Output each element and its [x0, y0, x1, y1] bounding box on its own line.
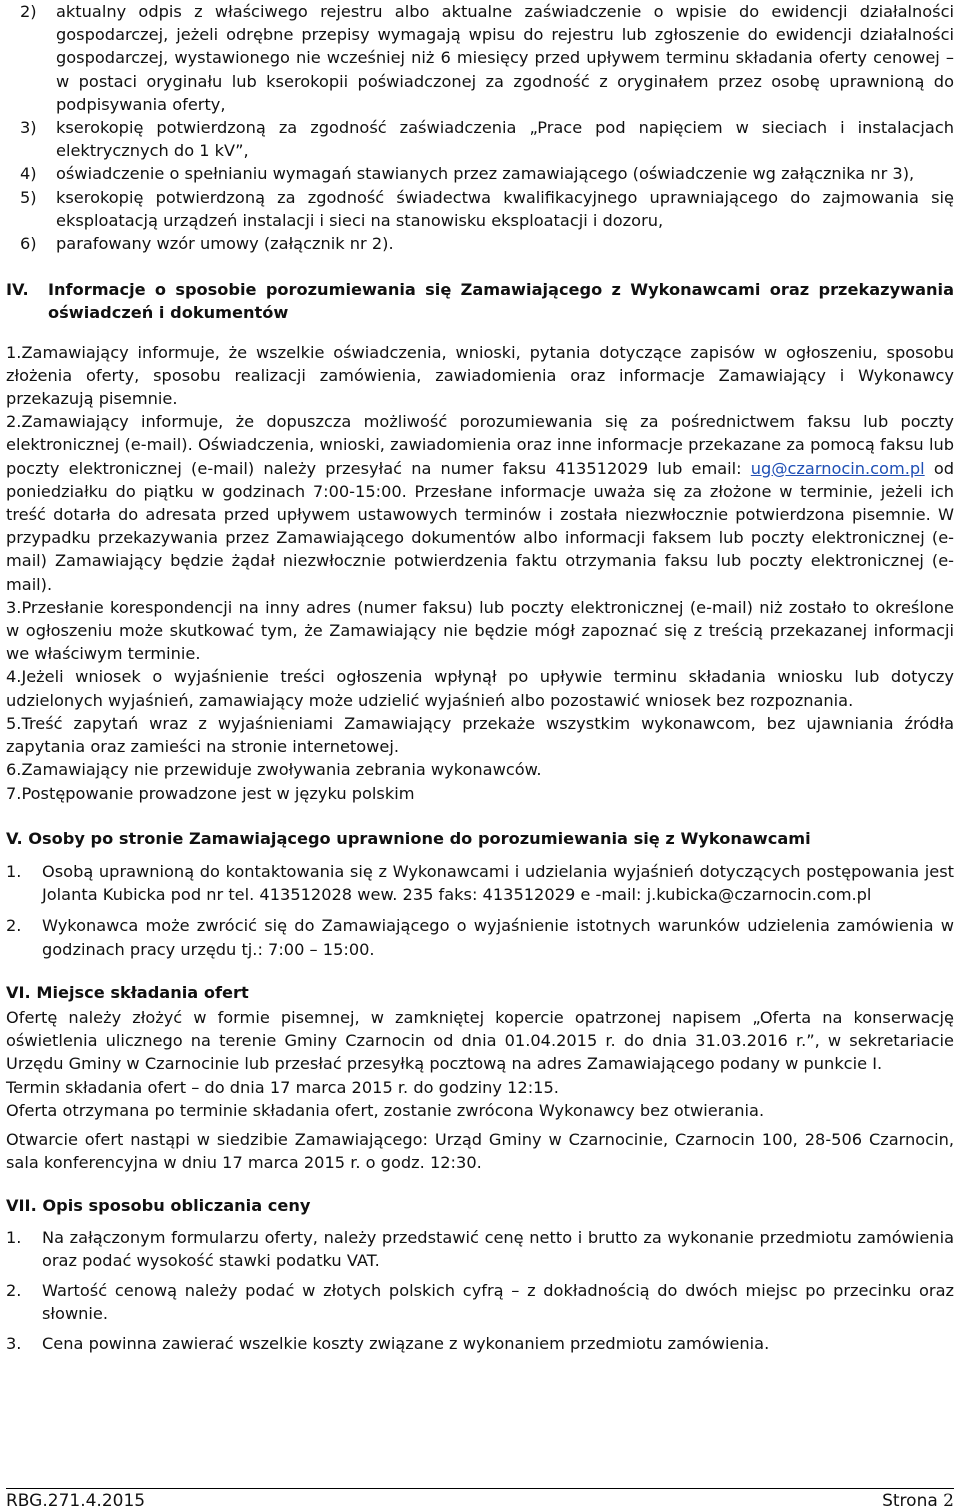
section-number: IV.	[6, 280, 29, 300]
document-reference: RBG.271.4.2015	[6, 1491, 146, 1511]
list-item-text: oświadczenie o spełnianiu wymagań stawianych przez zamawiającego (oświadczenie wg załącznika nr 3),	[56, 164, 915, 184]
list-item-text: Cena powinna zawierać wszelkie koszty związane z wykonaniem przedmiotu zamówienia.	[42, 1334, 770, 1354]
section-v-heading: V. Osoby po stronie Zamawiającego uprawnione do porozumiewania się z Wykonawcami	[6, 828, 811, 848]
paragraph: 4.Jeżeli wniosek o wyjaśnienie treści ogłoszenia wpłynął po upływie terminu składania wniosku lub dotyczy udzielonych wyjaśnień, zamawiający może udzielić wyjaśnień albo pozostawić wniosek bez rozpoznania.	[6, 667, 954, 710]
list-item-number: 3)	[20, 118, 37, 138]
list-item	[6, 1332, 954, 1355]
paragraph: Termin składania ofert – do dnia 17 marca 2015 r. do godziny 12:15.	[6, 1077, 559, 1097]
list-item	[20, 116, 954, 162]
paragraph-text: od poniedziałku do piątku w godzinach 7:00-15:00. Przesłane informacje uważa się za złożone w terminie, jeżeli ich treść dotarła do adresata przed upływem ustawowych terminów i została niezwłocznie potwierdzona pisemnie. W przypadku przekazywania przez Zamawiającego dokumentów albo informacji faksem lub poczty elektronicznej (e-mail) Zamawiający będzie żądał niezwłocznie potwierdzenia faktu otrzymania faksu lub poczty elektronicznej (e-mail).	[6, 458, 955, 594]
list-item	[20, 186, 954, 232]
page-word: Strona	[882, 1491, 938, 1511]
section-vii-list	[6, 1226, 954, 1356]
document-page	[6, 0, 954, 1356]
paragraph: Oferta otrzymana po terminie składania ofert, zostanie zwrócona Wykonawcy bez otwierania.	[6, 1100, 765, 1120]
list-item-text: Wykonawca może zwrócić się do Zamawiającego o wyjaśnienie istotnych warunków udzielenia zamówienia w godzinach pracy urzędu tj.: 7:00 – 15:00.	[42, 916, 954, 959]
list-item-number: 5)	[20, 187, 37, 207]
list-item-text: aktualny odpis z właściwego rejestru albo aktualne zaświadczenie o wpisie do ewidencji działalności gospodarczej, jeżeli odrębne przepisy wymagają wpisu do rejestru lub zgłoszenie do ewidencji działalności gospodarczej, wystawionego nie wcześniej niż 6 miesięcy przed upływem terminu składania oferty cenowej – w postaci oryginału lub kserokopii poświadczonej za zgodność z oryginałem przez osobę uprawnioną do podpisywania oferty,	[56, 2, 954, 114]
list-item-text: kserokopię potwierdzoną za zgodność świadectwa kwalifikacyjnego uprawniającego do zajmowania się eksploatacją urządzeń instalacji i sieci na stanowisku eksploatacji i dozoru,	[56, 187, 954, 230]
list-item	[6, 860, 954, 906]
list-item-number: 2)	[20, 2, 37, 21]
list-item	[6, 1226, 954, 1272]
list-item-text: Na załączonym formularzu oferty, należy przedstawić cenę netto i brutto za wykonanie przedmiotu zamówienia oraz podać wysokość stawki podatku VAT.	[42, 1227, 954, 1270]
list-item-text: Osobą uprawnioną do kontaktowania się z Wykonawcami i udzielania wyjaśnień dotyczących postępowania jest Jolanta Kubicka pod nr tel. 413512028 wew. 235 faks: 413512029 e -mail: j.kubicka@czarnocin.com.pl	[42, 861, 954, 905]
list-item-text: kserokopię potwierdzoną za zgodność zaświadczenia „Prace pod napięciem w sieciach i instalacjach elektrycznych do 1 kV”,	[56, 118, 954, 161]
list-item-number: 2.	[6, 1280, 22, 1300]
list-item	[20, 0, 954, 116]
section-vii-heading: VII. Opis sposobu obliczania ceny	[6, 1196, 311, 1216]
list-item-number: 1.	[6, 861, 22, 881]
list-item	[20, 162, 954, 185]
paragraph: 7.Postępowanie prowadzone jest w języku polskim	[6, 783, 415, 803]
page-number	[882, 1491, 954, 1511]
paragraph: Otwarcie ofert nastąpi w siedzibie Zamawiającego: Urząd Gminy w Czarnocinie, Czarnocin 100, 28-506 Czarnocin, sala konferencyjna w dniu 17 marca 2015 r. o godz. 12:30.	[6, 1129, 954, 1173]
section-vi-body	[6, 1006, 954, 1174]
paragraph: 3.Przesłanie korespondencji na inny adres (numer faksu) lub poczty elektronicznej (e-mail) niż zostało to określone w ogłoszeniu może skutkować tym, że Zamawiający nie będzie mógł zapoznać się z treścią przekazanej informacji we właściwym terminie.	[6, 597, 954, 664]
list-item-text: Wartość cenową należy podać w złotych polskich cyfrą – z dokładnością do dwóch miejsc po przecinku oraz słownie.	[42, 1280, 954, 1324]
list-item-number: 3.	[6, 1334, 22, 1354]
list-item	[6, 1279, 954, 1325]
paragraph-text: 2.Zamawiający informuje, że dopuszcza możliwość porozumiewania się za pośrednictwem faksu lub poczty elektronicznej (e-mail). Oświadczenia, wnioski, zawiadomienia oraz inne informacje przekazane za pomocą faksu lub poczty elektronicznej (e-mail) należy przesyłać na numer faksu 413512029 lub email:	[6, 412, 954, 478]
section-vi-heading: VI. Miejsce składania ofert	[6, 982, 249, 1002]
list-item-number: 4)	[20, 164, 37, 184]
list-item-number: 1.	[6, 1227, 22, 1247]
list-item-number: 6)	[20, 234, 37, 254]
list-item-number: 2.	[6, 916, 22, 936]
section-iv-heading	[6, 278, 954, 324]
requirements-list	[20, 0, 954, 255]
page-num: 2	[943, 1491, 954, 1511]
paragraph: 5.Treść zapytań wraz z wyjaśnieniami Zamawiający przekaże wszystkim wykonawcom, bez ujawniania źródła zapytania oraz zamieści na stronie internetowej.	[6, 713, 954, 757]
page-footer	[6, 1488, 954, 1511]
list-item	[20, 232, 954, 255]
list-item-text: parafowany wzór umowy (załącznik nr 2).	[56, 234, 394, 254]
email-link[interactable]: ug@czarnocin.com.pl	[750, 458, 925, 478]
paragraph	[6, 410, 954, 596]
paragraph: 1.Zamawiający informuje, że wszelkie oświadczenia, wnioski, pytania dotyczące zapisów w ogłoszeniu, sposobu złożenia oferty, sposobu realizacji zamówienia, zawiadomienia oraz informacje Zamawiający i Wykonawcy przekazują pisemnie.	[6, 342, 954, 409]
section-v-list	[6, 860, 954, 961]
paragraph: 6.Zamawiający nie przewiduje zwoływania zebrania wykonawców.	[6, 760, 542, 780]
paragraph: Ofertę należy złożyć w formie pisemnej, w zamkniętej kopercie opatrzonej napisem „Oferta na konserwację oświetlenia ulicznego na terenie Gminy Czarnocin od dnia 01.04.2015 r. do dnia 31.03.2016 r.”, w sekretariacie Urzędu Gminy w Czarnocinie lub przesłać przesyłką pocztową na adres Zamawiającego podany w punkcie I.	[6, 1007, 954, 1074]
list-item	[6, 914, 954, 960]
section-iv-body	[6, 341, 954, 805]
section-title: Informacje o sposobie porozumiewania się Zamawiającego z Wykonawcami oraz przekazywania oświadczeń i dokumentów	[48, 280, 954, 323]
